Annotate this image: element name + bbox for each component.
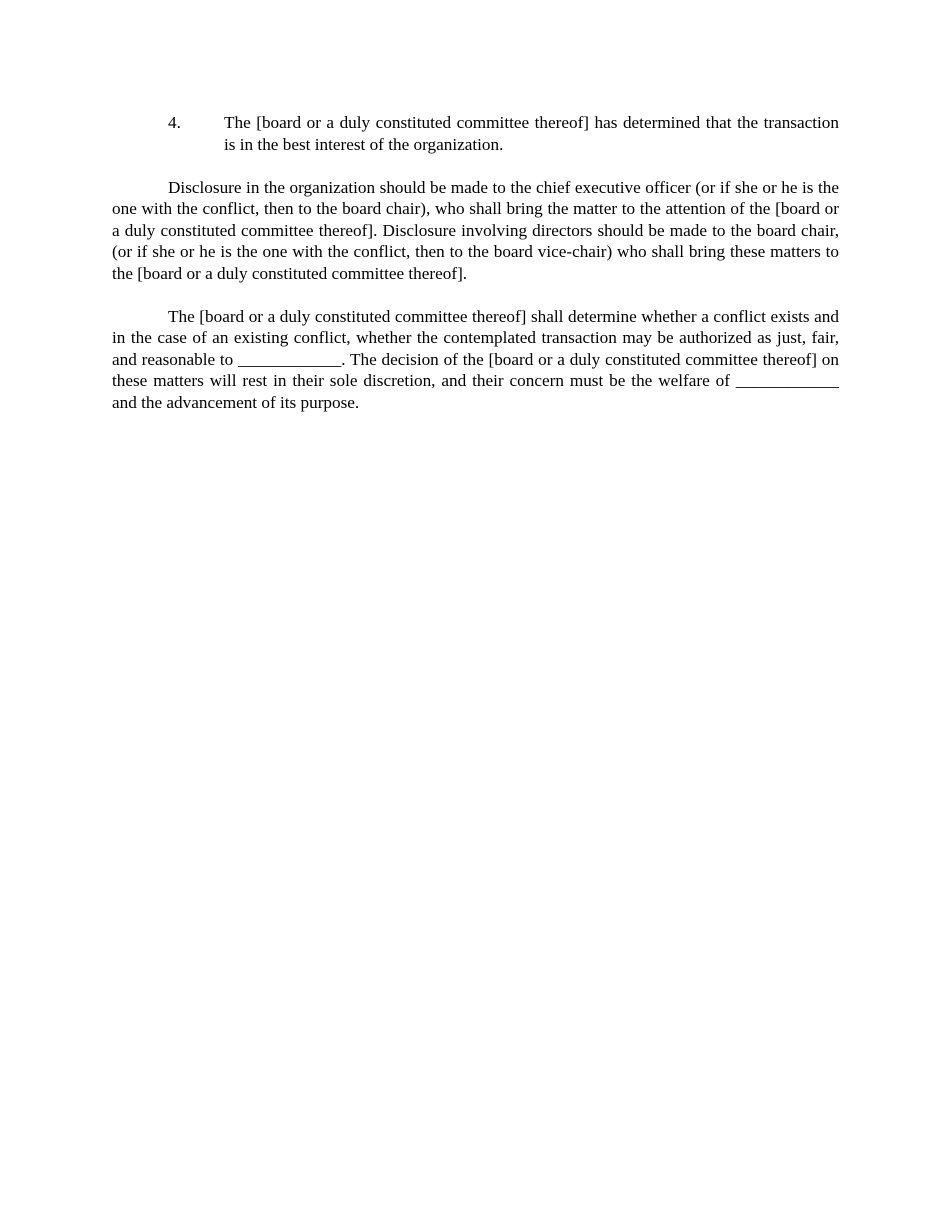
document-page bbox=[112, 112, 839, 413]
numbered-item-4 bbox=[168, 112, 839, 155]
determination-paragraph: The [board or a duly constituted committee thereof] shall determine whether a conflict exists and in the case of an existing conflict, whether the contemplated transaction may be authorized as just, fair, and reasonable to ____________. The decision of the [board or a duly constituted committee thereof] on these matters will rest in their sole discretion, and their concern must be the welfare of ____________ and the advancement of its purpose. bbox=[112, 306, 839, 412]
item-text: The [board or a duly constituted committee thereof] has determined that the transaction is in the best interest of the organization. bbox=[224, 113, 839, 154]
disclosure-paragraph: Disclosure in the organization should be made to the chief executive officer (or if she or he is the one with the conflict, then to the board chair), who shall bring the matter to the attention of the [board or a duly constituted committee thereof]. Disclosure involving directors should be made to the board chair, (or if she or he is the one with the conflict, then to the board vice-chair) who shall bring these matters to the [board or a duly constituted committee thereof]. bbox=[112, 177, 839, 283]
item-number: 4. bbox=[168, 113, 181, 132]
